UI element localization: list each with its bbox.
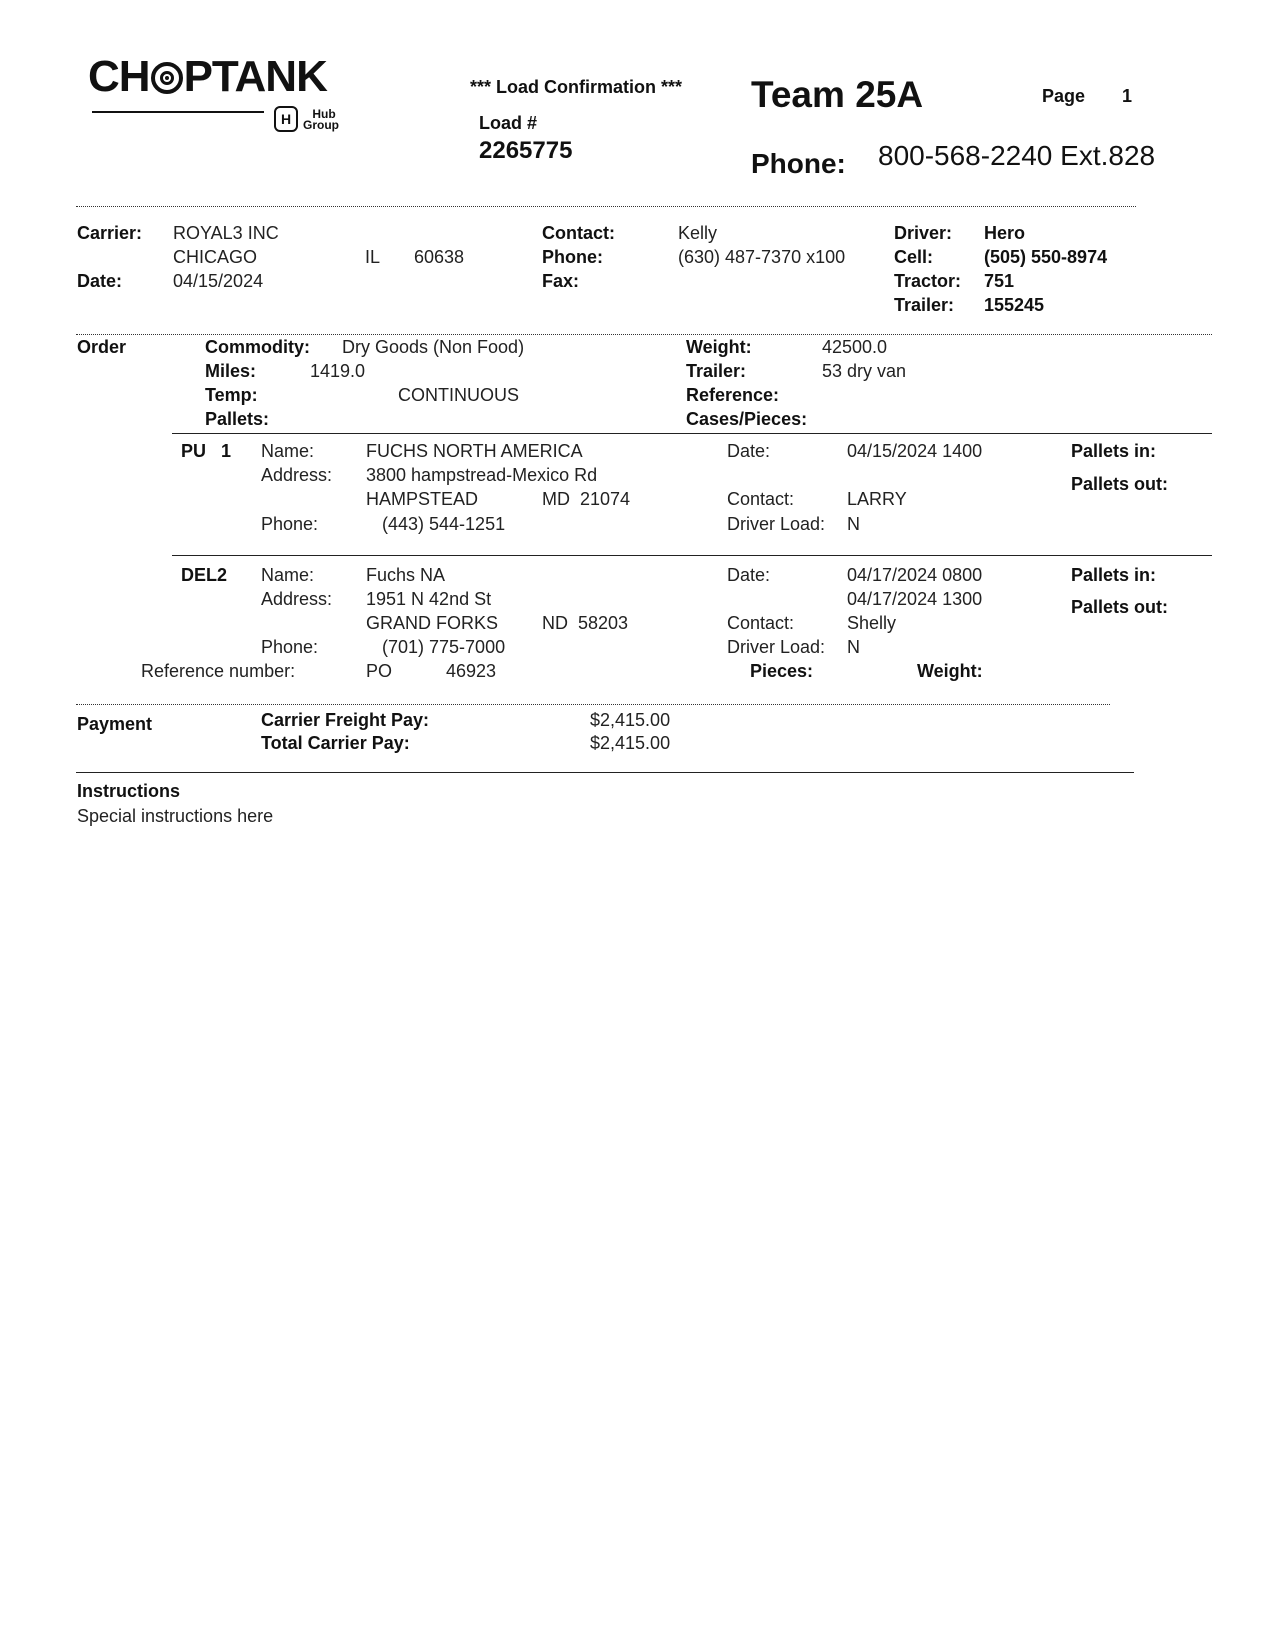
carrier-phone-value: (630) 487-7370 x100 <box>678 247 846 267</box>
pickup-date: 04/15/2024 1400 <box>847 441 983 461</box>
trailer-value: 155245 <box>984 295 1045 315</box>
delivery-weight-label: Weight: <box>917 661 983 681</box>
hub-text-line2: Group <box>303 118 339 132</box>
order-trailer-value: 53 dry van <box>822 361 907 381</box>
freight-pay-label: Carrier Freight Pay: <box>261 710 430 730</box>
delivery-date-label: Date: <box>727 565 771 585</box>
divider-carrier <box>76 334 1212 335</box>
divider-pickup <box>172 555 1212 556</box>
pickup-date-label: Date: <box>727 441 771 461</box>
pickup-name: FUCHS NORTH AMERICA <box>366 441 583 461</box>
pieces-label: Pieces: <box>750 661 814 681</box>
carrier-label: Carrier: <box>77 223 143 243</box>
pickup-address-label: Address: <box>261 465 333 485</box>
hub-group-text <box>303 109 339 131</box>
pickup-address: 3800 hampstread-Mexico Rd <box>366 465 598 485</box>
order-weight-label: Weight: <box>686 337 752 357</box>
header-phone-label: Phone: <box>751 148 846 179</box>
document-title: *** Load Confirmation *** <box>470 77 683 97</box>
pickup-stop-code: PU <box>181 441 207 461</box>
pickup-driver-load: N <box>847 514 860 534</box>
delivery-city: GRAND FORKS <box>366 613 499 633</box>
pickup-city: HAMPSTEAD <box>366 489 479 509</box>
instructions-heading: Instructions <box>77 781 181 801</box>
divider-delivery <box>76 704 1110 705</box>
cases-pieces-label: Cases/Pieces: <box>686 409 808 429</box>
divider-header <box>76 206 1136 207</box>
instructions-text: Special instructions here <box>77 806 274 826</box>
reference-number-label: Reference number: <box>141 661 296 681</box>
reference-label: Reference: <box>686 385 780 405</box>
pickup-stop-number: 1 <box>221 441 232 461</box>
pickup-name-label: Name: <box>261 441 315 461</box>
order-section-label: Order <box>77 337 127 357</box>
divider-order <box>172 433 1212 434</box>
total-pay-label: Total Carrier Pay: <box>261 733 410 753</box>
company-logo <box>88 52 327 102</box>
pickup-state-zip: MD 21074 <box>542 489 631 509</box>
trailer-label: Trailer: <box>894 295 955 315</box>
carrier-phone-label: Phone: <box>542 247 603 267</box>
delivery-pallets-in-label: Pallets in: <box>1071 565 1157 585</box>
pickup-contact-label: Contact: <box>727 489 795 509</box>
contact-label: Contact: <box>542 223 615 243</box>
miles-label: Miles: <box>205 361 257 381</box>
page-label: Page <box>1042 86 1086 106</box>
carrier-city: CHICAGO <box>173 247 258 267</box>
carrier-state: IL <box>365 247 381 267</box>
commodity-value: Dry Goods (Non Food) <box>342 337 525 357</box>
divider-payment <box>76 772 1134 773</box>
team-name: Team 25A <box>751 74 924 115</box>
date-label: Date: <box>77 271 123 291</box>
delivery-name-label: Name: <box>261 565 315 585</box>
delivery-contact: Shelly <box>847 613 897 633</box>
pickup-pallets-out-label: Pallets out: <box>1071 474 1169 494</box>
carrier-name: ROYAL3 INC <box>173 223 279 243</box>
cell-label: Cell: <box>894 247 934 267</box>
hub-text-line1: Hub <box>312 107 336 121</box>
load-number: 2265775 <box>479 137 573 164</box>
tractor-value: 751 <box>984 271 1015 291</box>
delivery-stop-code: DEL2 <box>181 565 228 585</box>
delivery-pallets-out-label: Pallets out: <box>1071 597 1169 617</box>
driver-label: Driver: <box>894 223 953 243</box>
page-number: 1 <box>1122 86 1133 106</box>
logo-underline <box>92 111 264 113</box>
pallets-label: Pallets: <box>205 409 270 429</box>
pickup-pallets-in-label: Pallets in: <box>1071 441 1157 461</box>
reference-number: 46923 <box>446 661 497 681</box>
header-phone-value: 800-568-2240 Ext.828 <box>878 140 1156 171</box>
pickup-driver-load-label: Driver Load: <box>727 514 826 534</box>
delivery-name: Fuchs NA <box>366 565 446 585</box>
pickup-phone-label: Phone: <box>261 514 319 534</box>
logo-text-suffix: PTANK <box>183 52 327 101</box>
temp-label: Temp: <box>205 385 258 405</box>
date-value: 04/15/2024 <box>173 271 264 291</box>
order-weight-value: 42500.0 <box>822 337 888 357</box>
carrier-zip: 60638 <box>414 247 465 267</box>
delivery-address: 1951 N 42nd St <box>366 589 492 609</box>
tractor-label: Tractor: <box>894 271 962 291</box>
pickup-contact: LARRY <box>847 489 907 509</box>
delivery-address-label: Address: <box>261 589 333 609</box>
miles-value: 1419.0 <box>310 361 366 381</box>
commodity-label: Commodity: <box>205 337 310 357</box>
logo-text-prefix: CH <box>88 52 150 101</box>
temp-value: CONTINUOUS <box>398 385 519 405</box>
fax-label: Fax: <box>542 271 580 291</box>
delivery-date-end: 04/17/2024 1300 <box>847 589 983 609</box>
contact-value: Kelly <box>678 223 718 243</box>
reference-type: PO <box>366 661 393 681</box>
delivery-contact-label: Contact: <box>727 613 795 633</box>
driver-value: Hero <box>984 223 1026 243</box>
order-trailer-label: Trailer: <box>686 361 747 381</box>
target-icon <box>151 62 183 94</box>
load-number-label: Load # <box>479 113 538 133</box>
cell-value: (505) 550-8974 <box>984 247 1108 267</box>
freight-pay-value: $2,415.00 <box>590 710 671 730</box>
delivery-date: 04/17/2024 0800 <box>847 565 983 585</box>
total-pay-value: $2,415.00 <box>590 733 671 753</box>
delivery-phone-label: Phone: <box>261 637 319 657</box>
delivery-state-zip: ND 58203 <box>542 613 629 633</box>
delivery-driver-load-label: Driver Load: <box>727 637 826 657</box>
delivery-phone: (701) 775-7000 <box>382 637 506 657</box>
delivery-driver-load: N <box>847 637 860 657</box>
pickup-phone: (443) 544-1251 <box>382 514 506 534</box>
hub-group-logo-icon: H <box>274 106 298 132</box>
payment-section-label: Payment <box>77 714 153 734</box>
